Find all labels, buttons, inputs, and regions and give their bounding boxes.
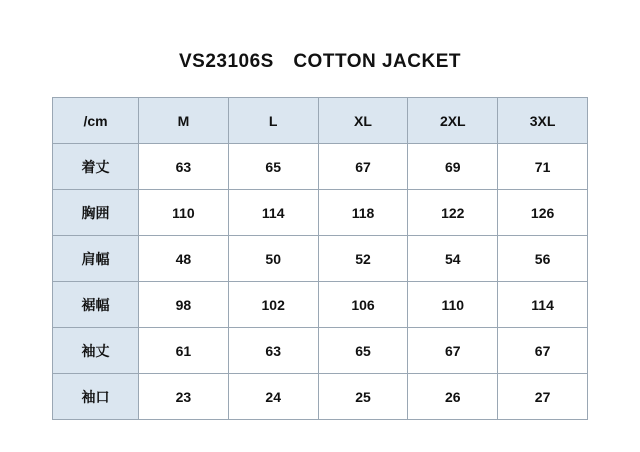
- cell-cuff-l: 24: [228, 374, 318, 420]
- table-row: [53, 236, 588, 282]
- cell-sleeve-length-xl: 65: [318, 328, 408, 374]
- cell-sleeve-length-3xl: 67: [498, 328, 588, 374]
- row-header-chest: 胸囲: [53, 190, 139, 236]
- table-corner-label: /cm: [53, 98, 139, 144]
- cell-chest-3xl: 126: [498, 190, 588, 236]
- table-row: [53, 144, 588, 190]
- page-title: VS23106S COTTON JACKET: [178, 51, 461, 72]
- size-table-body: [53, 144, 588, 420]
- cell-cuff-xl: 25: [318, 374, 408, 420]
- cell-hem-2xl: 110: [408, 282, 498, 328]
- cell-hem-3xl: 114: [498, 282, 588, 328]
- cell-chest-m: 110: [139, 190, 229, 236]
- cell-shoulder-3xl: 56: [498, 236, 588, 282]
- cell-chest-l: 114: [228, 190, 318, 236]
- size-table-header: [53, 98, 588, 144]
- column-header-xl: XL: [318, 98, 408, 144]
- size-table-container: [52, 97, 588, 420]
- cell-shoulder-xl: 52: [318, 236, 408, 282]
- table-row: [53, 282, 588, 328]
- cell-hem-m: 98: [139, 282, 229, 328]
- column-header-l: L: [228, 98, 318, 144]
- table-row: [53, 190, 588, 236]
- cell-sleeve-length-m: 61: [139, 328, 229, 374]
- cell-chest-xl: 118: [318, 190, 408, 236]
- cell-length-3xl: 71: [498, 144, 588, 190]
- cell-length-xl: 67: [318, 144, 408, 190]
- row-header-hem: 裾幅: [53, 282, 139, 328]
- cell-hem-l: 102: [228, 282, 318, 328]
- cell-cuff-m: 23: [139, 374, 229, 420]
- row-header-length: 着丈: [53, 144, 139, 190]
- cell-sleeve-length-l: 63: [228, 328, 318, 374]
- table-row: [53, 374, 588, 420]
- cell-length-2xl: 69: [408, 144, 498, 190]
- cell-chest-2xl: 122: [408, 190, 498, 236]
- cell-length-m: 63: [139, 144, 229, 190]
- column-header-m: M: [139, 98, 229, 144]
- table-header-row: [53, 98, 588, 144]
- cell-length-l: 65: [228, 144, 318, 190]
- cell-sleeve-length-2xl: 67: [408, 328, 498, 374]
- row-header-cuff: 袖口: [53, 374, 139, 420]
- size-table: [52, 97, 588, 420]
- cell-shoulder-2xl: 54: [408, 236, 498, 282]
- row-header-sleeve-length: 袖丈: [53, 328, 139, 374]
- cell-shoulder-l: 50: [228, 236, 318, 282]
- cell-shoulder-m: 48: [139, 236, 229, 282]
- row-header-shoulder: 肩幅: [53, 236, 139, 282]
- cell-cuff-2xl: 26: [408, 374, 498, 420]
- cell-hem-xl: 106: [318, 282, 408, 328]
- cell-cuff-3xl: 27: [498, 374, 588, 420]
- column-header-3xl: 3XL: [498, 98, 588, 144]
- table-row: [53, 328, 588, 374]
- column-header-2xl: 2XL: [408, 98, 498, 144]
